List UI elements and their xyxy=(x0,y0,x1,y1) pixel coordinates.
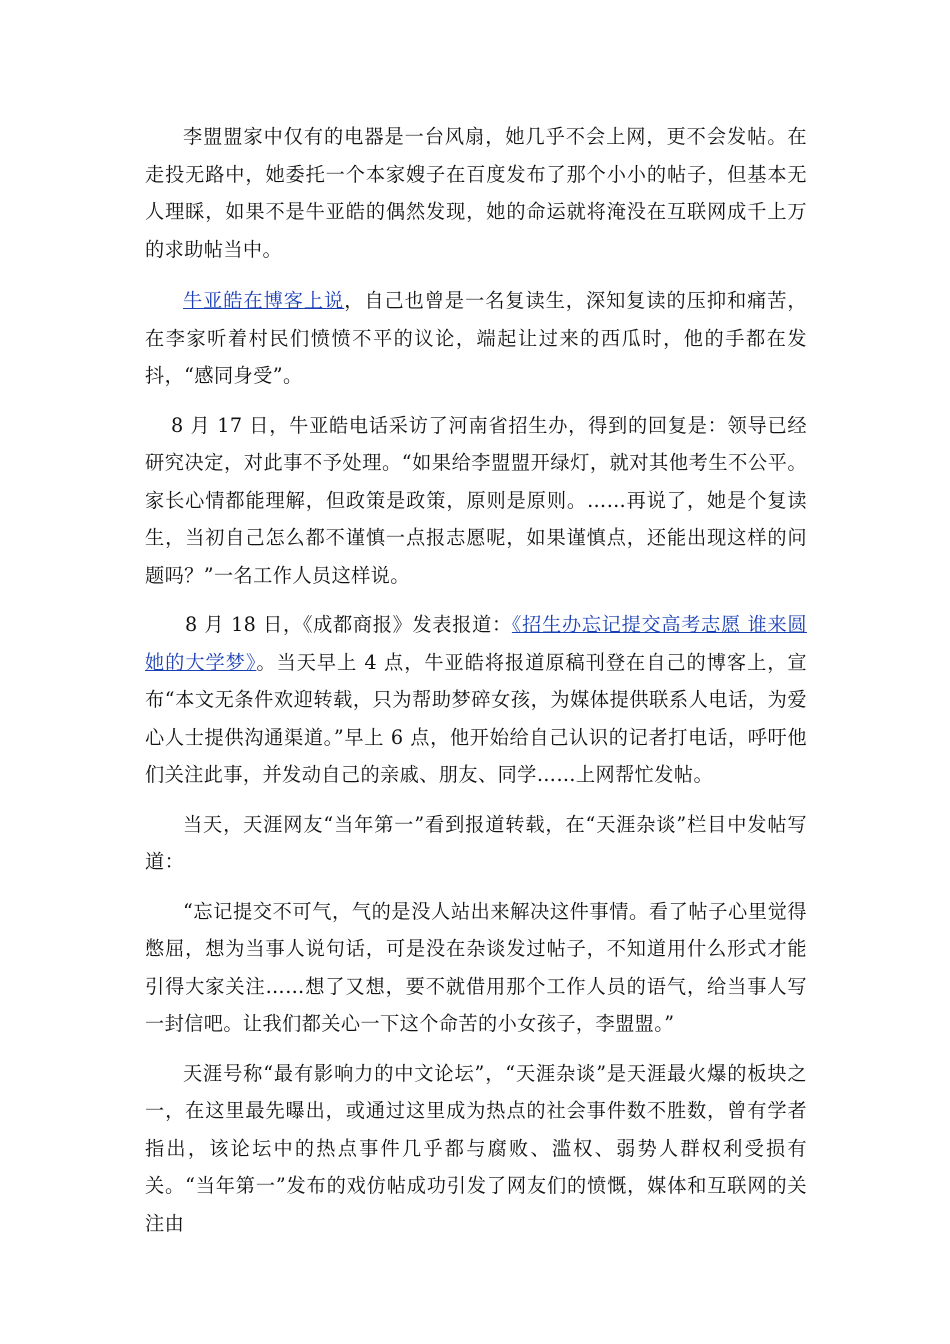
document-body xyxy=(145,118,807,1242)
paragraph-7 xyxy=(145,1055,807,1243)
paragraph-7-text: 天涯号称“最有影响力的中文论坛”，“天涯杂谈”是天涯最火爆的板块之一，在这里最先曝出，或通过这里成为热点的社会事件数不胜数，曾有学者指出，该论坛中的热点事件几乎都与腐败、滥权、弱势人群权利受损有关。“当年第一”发布的戏仿帖成功引发了网友们的愤慨，媒体和互联网的关注由 xyxy=(145,1061,807,1235)
quoted-post xyxy=(145,893,807,1043)
paragraph-2 xyxy=(145,282,807,395)
paragraph-5-text: 当天，天涯网友“当年第一”看到报道转载，在“天涯杂谈”栏目中发帖写道： xyxy=(145,812,807,873)
paragraph-3-text: 8 月 17 日，牛亚皓电话采访了河南省招生办，得到的回复是：领导已经研究决定，对此事不予处理。“如果给李盟盟开绿灯，就对其他考生不公平。家长心情都能理解，但政策是政策，原则是原则。……再说了，她是个复读生，当初自己怎么都不谨慎一点报志愿呢，如果谨慎点，还能出现这样的问题吗？”一名工作人员这样说。 xyxy=(145,413,807,587)
paragraph-3 xyxy=(145,407,807,595)
quoted-post-text: “忘记提交不可气，气的是没人站出来解决这件事情。看了帖子心里觉得憋屈，想为当事人说句话，可是没在杂谈发过帖子，不知道用什么形式才能引得大家关注……想了又想，要不就借用那个工作人员的语气，给当事人写一封信吧。让我们都关心一下这个命苦的小女孩子，李盟盟。” xyxy=(145,899,807,1035)
paragraph-4-text: 。当天早上 4 点，牛亚皓将报道原稿刊登在自己的博客上，宣布“本文无条件欢迎转载，只为帮助梦碎女孩，为媒体提供联系人电话，为爱心人士提供沟通渠道。”早上 6 点，他开始给自己认识的记者打电话，呼吁他们关注此事，并发动自己的亲戚、朋友、同学……上网帮忙发帖。 xyxy=(145,650,807,786)
paragraph-5 xyxy=(145,806,807,881)
paragraph-2-text: ，自己也曾是一名复读生，深知复读的压抑和痛苦，在李家听着村民们愤愤不平的议论，端起让过来的西瓜时，他的手都在发抖，“感同身受”。 xyxy=(145,289,808,387)
paragraph-4 xyxy=(145,606,807,794)
blog-link[interactable]: 牛亚皓在博客上说 xyxy=(183,289,345,312)
paragraph-4-intro: 8 月 18 日，《成都商报》发表报道： xyxy=(185,613,512,636)
paragraph-1 xyxy=(145,118,807,268)
paragraph-1-text: 李盟盟家中仅有的电器是一台风扇，她几乎不会上网，更不会发帖。在走投无路中，她委托一个本家嫂子在百度发布了那个小小的帖子，但基本无人理睬，如果不是牛亚皓的偶然发现，她的命运就将淹没在互联网成千上万的求助帖当中。 xyxy=(145,125,807,261)
article-link[interactable]: 《招生办忘记提交高考志愿 谁来圆她的大学梦》 xyxy=(145,613,807,674)
